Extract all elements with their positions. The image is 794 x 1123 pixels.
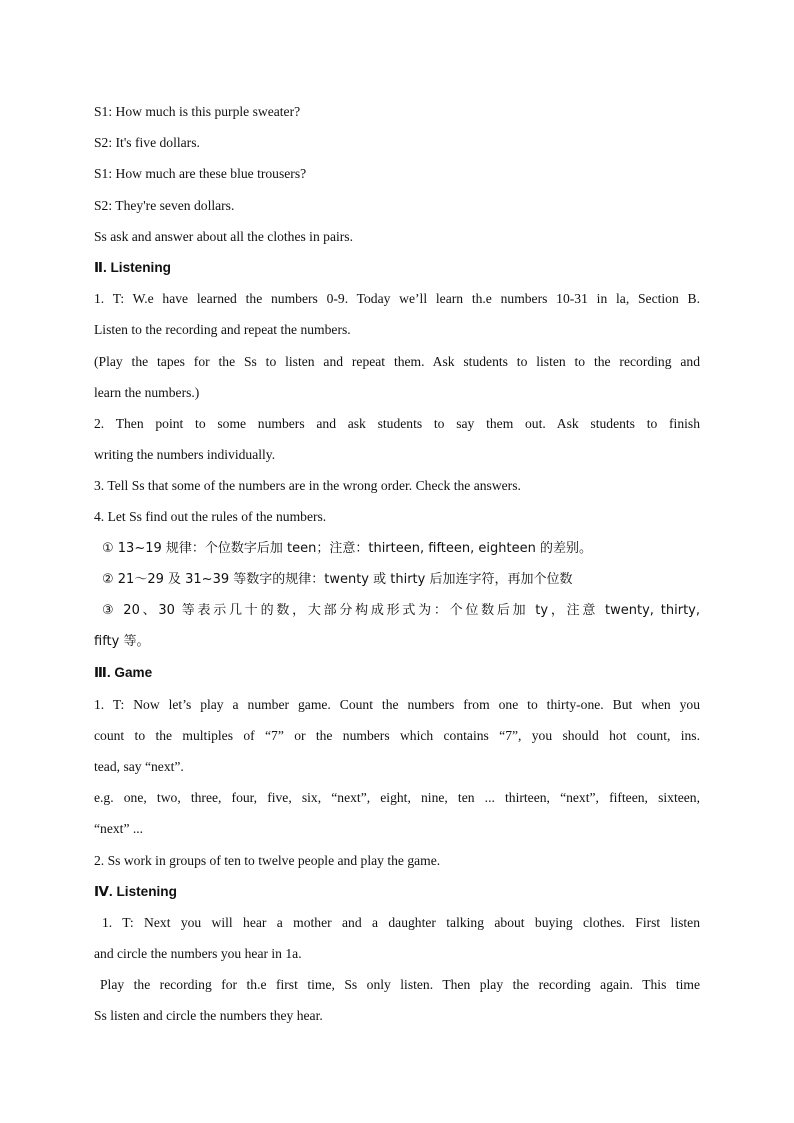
paragraph-line: 2. Ss work in groups of ten to twelve people and play the game. [94,852,441,868]
paragraph-line: tead, say “next”. [94,758,184,774]
paragraph-line: Ss ask and answer about all the clothes in pairs. [94,228,353,244]
paragraph-line: 1. T: Now let’s play a number game. Count the numbers from one to thirty-one. But when you [94,696,700,712]
rule-item: ① 13~19 规律：个位数字后加 teen；注意：thirteen, fifteen, eighteen 的差别。 [102,540,592,556]
paragraph-line: and circle the numbers you hear in 1a. [94,946,302,962]
dialogue-line: S2: It's five dollars. [94,135,200,151]
paragraph-line: count to the multiples of “7” or the numbers which contains “7”, you should hot count, ins. [94,727,700,743]
section-heading-game: Ⅲ. Game [94,665,153,681]
paragraph-line: 4. Let Ss find out the rules of the numbers. [94,509,327,525]
paragraph-line: Listen to the recording and repeat the numbers. [94,322,351,338]
document-page [94,96,700,1032]
paragraph-line: 2. Then point to some numbers and ask students to say them out. Ask students to finish [94,415,700,431]
paragraph-line: learn the numbers.) [94,384,200,400]
dialogue-line: S1: How much is this purple sweater? [94,104,301,119]
paragraph-line: e.g. one, two, three, four, five, six, “next”, eight, nine, ten ... thirteen, “next”, fifteen, sixteen, [94,790,700,806]
paragraph-line: “next” ... [94,821,144,837]
section-heading-listening: Ⅱ. Listening [94,259,171,275]
paragraph-line: Ss listen and circle the numbers they hear. [94,1008,323,1024]
paragraph-line: 3. Tell Ss that some of the numbers are in the wrong order. Check the answers. [94,478,521,494]
rule-item: ② 21～29 及 31~39 等数字的规律：twenty 或 thirty 后加连字符，再加个位数 [102,571,573,587]
dialogue-line: S1: How much are these blue trousers? [94,166,307,182]
paragraph-line: (Play the tapes for the Ss to listen and repeat them. Ask students to listen to the recording and [94,353,700,369]
rule-item: ③ 20、30 等表示几十的数，大部分构成形式为：个位数后加 ty，注意 twenty, thirty, [102,603,700,618]
rule-item-continued: fifty 等。 [94,634,150,650]
paragraph-line: 1. T: W.e have learned the numbers 0-9. Today we’ll learn th.e numbers 10-31 in la, Section B. [94,291,700,307]
paragraph-line: writing the numbers individually. [94,447,276,463]
section-heading-listening-2: Ⅳ. Listening [94,883,177,899]
dialogue-line: S2: They're seven dollars. [94,197,235,213]
paragraph-line: 1. T: Next you will hear a mother and a daughter talking about buying clothes. First listen [102,914,700,930]
paragraph-line: Play the recording for th.e first time, Ss only listen. Then play the recording again. This time [100,977,700,993]
